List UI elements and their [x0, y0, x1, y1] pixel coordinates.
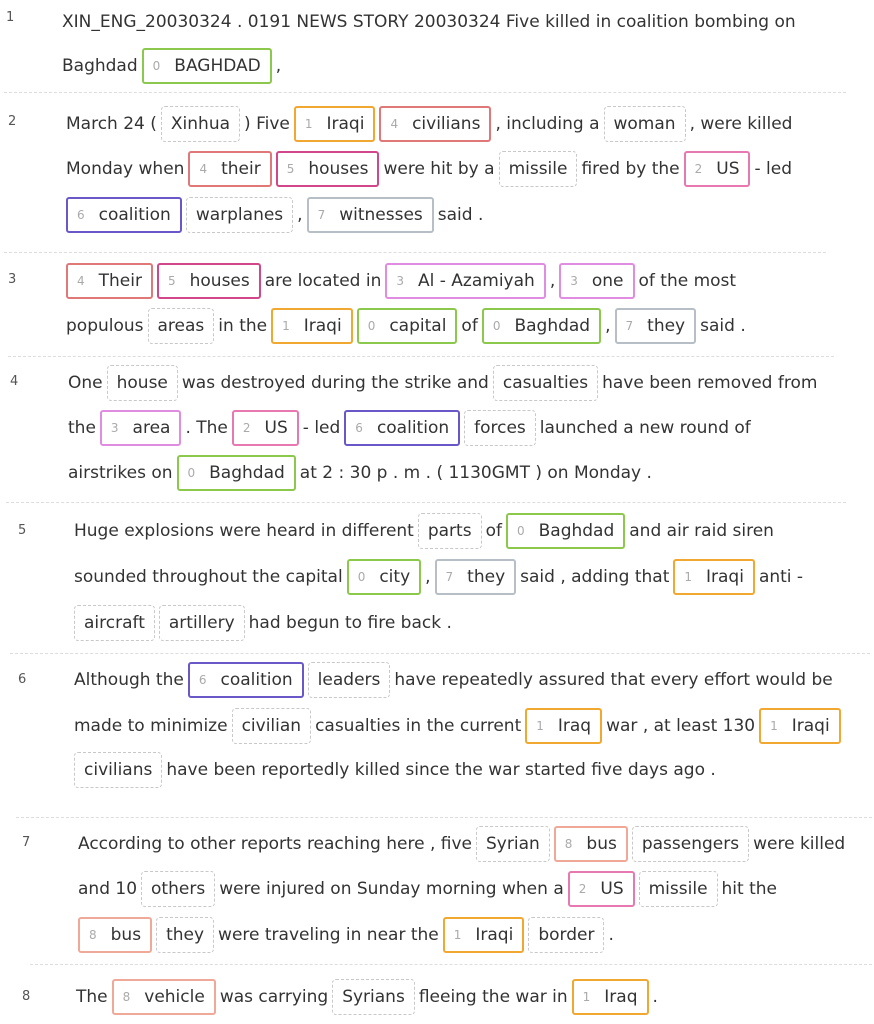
plain-text: , including a	[495, 114, 600, 134]
sentence-line	[78, 822, 849, 866]
cluster-index: 1	[684, 570, 692, 584]
plain-text: airstrikes on	[68, 463, 173, 483]
sentence-separator	[16, 817, 872, 818]
candidate-mention[interactable]: casualties	[493, 365, 598, 401]
sentence-line	[68, 451, 656, 495]
plain-text: .	[608, 925, 614, 945]
plain-text: was carrying	[219, 987, 329, 1007]
sentence-line	[74, 704, 845, 748]
sentence-number: 4	[10, 374, 19, 389]
mention-text: civilians	[412, 114, 481, 134]
cluster-index: 5	[167, 274, 176, 288]
plain-text: populous	[66, 316, 144, 336]
sentence-number: 1	[6, 10, 15, 25]
sentence-line	[66, 304, 750, 348]
sentence-line	[62, 44, 285, 88]
plain-text: of	[461, 316, 478, 336]
plain-text: XIN_ENG_20030324 . 0191 NEWS STORY 20030324 Five killed in coalition bombing on	[62, 12, 796, 32]
mention-text: Iraqi	[791, 716, 830, 736]
entity-mention[interactable]	[276, 151, 380, 187]
plain-text: launched a new round of	[539, 418, 751, 438]
plain-text: sounded throughout the capital	[74, 567, 343, 587]
sentence-line	[66, 193, 487, 237]
sentence-line	[74, 555, 807, 599]
plain-text: hit the	[721, 879, 777, 899]
cluster-index: 0	[152, 59, 161, 73]
mention-text: bus	[110, 925, 142, 945]
plain-text: Monday when	[66, 159, 185, 179]
plain-text: - led	[754, 159, 792, 179]
plain-text: and air raid siren	[629, 521, 774, 541]
entity-mention[interactable]	[482, 308, 601, 344]
entity-mention[interactable]	[347, 559, 421, 595]
candidate-mention[interactable]: warplanes	[186, 197, 293, 233]
plain-text: , were killed	[689, 114, 793, 134]
candidate-mention[interactable]: parts	[418, 513, 482, 549]
plain-text: have been removed from	[602, 373, 818, 393]
cluster-index: 1	[453, 928, 462, 942]
plain-text: According to other reports reaching here , five	[78, 834, 472, 854]
plain-text: ,	[605, 316, 611, 336]
sentence-number: 6	[18, 672, 27, 687]
cluster-index: 2	[578, 882, 587, 896]
plain-text: said .	[700, 316, 746, 336]
plain-text: was destroyed during the strike and	[181, 373, 489, 393]
entity-mention[interactable]	[271, 308, 353, 344]
cluster-index: 7	[445, 570, 454, 584]
sentence-separator	[4, 92, 846, 93]
sentence-line	[66, 147, 796, 191]
entity-mention[interactable]	[554, 826, 628, 862]
plain-text: One	[68, 373, 103, 393]
plain-text: March 24 (	[66, 114, 157, 134]
plain-text: the	[68, 418, 96, 438]
sentence-line	[74, 601, 456, 645]
sentence-number: 5	[18, 523, 27, 538]
entity-mention[interactable]	[232, 410, 299, 446]
cluster-index: 7	[317, 208, 326, 222]
mention-text: bus	[586, 834, 617, 854]
cluster-index: 4	[199, 162, 208, 176]
cluster-index: 8	[564, 837, 573, 851]
candidate-mention[interactable]: civilian	[232, 708, 312, 744]
plain-text: were injured on Sunday morning when a	[219, 879, 564, 899]
sentence-separator	[10, 653, 870, 654]
entity-mention[interactable]	[684, 151, 751, 187]
entity-mention[interactable]	[177, 455, 296, 491]
plain-text: were hit by a	[383, 159, 495, 179]
plain-text: .	[652, 987, 658, 1007]
mention-text: Iraqi	[326, 114, 365, 134]
entity-mention[interactable]	[568, 871, 635, 907]
candidate-mention[interactable]: missile	[639, 871, 718, 907]
entity-mention[interactable]	[112, 979, 216, 1015]
mention-text: Baghdad	[514, 316, 591, 336]
plain-text: Although the	[74, 670, 184, 690]
sentence-separator	[8, 356, 834, 357]
candidate-mention[interactable]: artillery	[159, 605, 245, 641]
entity-mention[interactable]	[357, 308, 458, 344]
entity-mention[interactable]	[759, 708, 841, 744]
plain-text: . The	[185, 418, 228, 438]
candidate-mention[interactable]: Syrian	[476, 826, 550, 862]
sentence-line	[62, 0, 800, 44]
sentence-line	[76, 975, 662, 1019]
cluster-index: 6	[198, 673, 207, 687]
sentence-line	[78, 867, 781, 911]
plain-text: ) Five	[244, 114, 290, 134]
mention-text: Iraqi	[706, 567, 744, 587]
cluster-index: 1	[282, 319, 290, 333]
mention-text: Iraqi	[303, 316, 342, 336]
plain-text: ,	[549, 271, 556, 291]
plain-text: at 2 : 30 p . m . ( 1130GMT ) on Monday .	[299, 463, 652, 483]
plain-text: and 10	[78, 879, 138, 899]
candidate-mention[interactable]: border	[528, 917, 604, 953]
candidate-mention[interactable]: civilians	[74, 752, 162, 788]
mention-text: Their	[98, 271, 142, 291]
entity-mention[interactable]	[525, 708, 602, 744]
sentence-line	[78, 913, 618, 957]
plain-text: war , at least 130	[606, 716, 756, 736]
mention-text: houses	[308, 159, 369, 179]
mention-text: coalition	[376, 418, 450, 438]
candidate-mention[interactable]: forces	[464, 410, 536, 446]
sentence-line	[74, 658, 837, 702]
sentence-line	[68, 361, 821, 405]
plain-text: in the	[218, 316, 268, 336]
entity-mention[interactable]	[188, 662, 304, 698]
cluster-index: 0	[492, 319, 501, 333]
mention-text: coalition	[98, 205, 171, 225]
cluster-index: 0	[367, 319, 376, 333]
entity-mention[interactable]	[66, 263, 153, 299]
entity-mention[interactable]	[385, 263, 545, 299]
mention-text: BAGHDAD	[174, 56, 261, 76]
mention-text: area	[132, 418, 171, 438]
sentence-line	[66, 102, 796, 146]
plain-text: anti -	[758, 567, 804, 587]
mention-text: houses	[189, 271, 250, 291]
mention-text: witnesses	[339, 205, 423, 225]
mention-text: Baghdad	[538, 521, 615, 541]
entity-mention[interactable]	[142, 48, 272, 84]
cluster-index: 0	[516, 524, 525, 538]
sentence-number: 3	[8, 272, 17, 287]
plain-text: are located in	[264, 271, 382, 291]
mention-text: coalition	[220, 670, 293, 690]
cluster-index: 1	[770, 719, 778, 733]
cluster-index: 0	[187, 466, 196, 480]
plain-text: Baghdad	[62, 56, 138, 76]
cluster-index: 8	[89, 928, 97, 942]
entity-mention[interactable]	[443, 917, 525, 953]
plain-text: said , adding that	[520, 567, 670, 587]
plain-text: The	[76, 987, 108, 1007]
candidate-mention[interactable]: woman	[604, 106, 686, 142]
sentence-separator	[30, 964, 872, 965]
entity-mention[interactable]	[66, 197, 182, 233]
mention-text: Iraqi	[475, 925, 514, 945]
cluster-index: 5	[286, 162, 295, 176]
mention-text: they	[467, 567, 506, 587]
candidate-mention[interactable]: aircraft	[74, 605, 155, 641]
mention-text: capital	[389, 316, 447, 336]
mention-text: one	[591, 271, 624, 291]
cluster-index: 4	[77, 274, 85, 288]
mention-text: US	[264, 418, 288, 438]
plain-text: were killed	[753, 834, 846, 854]
cluster-index: 2	[242, 421, 251, 435]
entity-mention[interactable]	[294, 106, 376, 142]
entity-mention[interactable]	[506, 513, 625, 549]
sentence-line	[74, 509, 778, 553]
plain-text: were traveling in near the	[218, 925, 439, 945]
cluster-index: 1	[582, 990, 591, 1004]
mention-text: they	[647, 316, 686, 336]
entity-mention[interactable]	[307, 197, 434, 233]
plain-text: had begun to fire back .	[248, 613, 452, 633]
mention-text: their	[221, 159, 261, 179]
entity-mention[interactable]	[572, 979, 649, 1015]
plain-text: ,	[275, 56, 282, 76]
entity-mention[interactable]	[673, 559, 755, 595]
plain-text: - led	[302, 418, 341, 438]
plain-text: of	[485, 521, 502, 541]
sentence-line	[66, 259, 740, 303]
mention-text: city	[379, 567, 411, 587]
plain-text: ,	[297, 205, 303, 225]
plain-text: of the most	[638, 271, 737, 291]
cluster-index: 0	[357, 570, 366, 584]
plain-text: ,	[425, 567, 431, 587]
plain-text: made to minimize	[74, 716, 228, 736]
entity-mention[interactable]	[188, 151, 271, 187]
plain-text: casualties in the current	[315, 716, 522, 736]
entity-mention[interactable]	[379, 106, 491, 142]
candidate-mention[interactable]: house	[107, 365, 178, 401]
entity-mention[interactable]	[435, 559, 517, 595]
cluster-index: 1	[304, 117, 313, 131]
mention-text: Baghdad	[209, 463, 285, 483]
entity-mention[interactable]	[100, 410, 182, 446]
cluster-index: 6	[355, 421, 363, 435]
cluster-index: 8	[122, 990, 131, 1004]
entity-mention[interactable]	[344, 410, 460, 446]
entity-mention[interactable]	[559, 263, 634, 299]
cluster-index: 3	[570, 274, 578, 288]
entity-mention[interactable]	[615, 308, 697, 344]
candidate-mention[interactable]: areas	[148, 308, 215, 344]
candidate-mention[interactable]: Xinhua	[161, 106, 240, 142]
mention-text: US	[600, 879, 624, 899]
mention-text: US	[716, 159, 740, 179]
plain-text: have been reportedly killed since the war started five days ago .	[166, 760, 716, 780]
candidate-mention[interactable]: they	[156, 917, 214, 953]
cluster-index: 7	[625, 319, 634, 333]
plain-text: have repeatedly assured that every effort would be	[394, 670, 833, 690]
candidate-mention[interactable]: others	[141, 871, 215, 907]
candidate-mention[interactable]: leaders	[308, 662, 391, 698]
sentence-line	[74, 748, 720, 792]
plain-text: fired by the	[581, 159, 680, 179]
mention-text: Iraq	[557, 716, 592, 736]
sentence-separator	[4, 252, 826, 253]
sentence-line	[68, 406, 755, 450]
plain-text: said .	[437, 205, 484, 225]
mention-text: Al - Azamiyah	[418, 271, 535, 291]
candidate-mention[interactable]: passengers	[632, 826, 749, 862]
plain-text: Huge explosions were heard in different	[74, 521, 414, 541]
plain-text: fleeing the war in	[418, 987, 568, 1007]
cluster-index: 6	[77, 208, 85, 222]
sentence-number: 7	[22, 835, 31, 850]
mention-text: Iraq	[604, 987, 638, 1007]
entity-mention[interactable]	[157, 263, 261, 299]
sentence-number: 8	[22, 989, 31, 1004]
entity-mention[interactable]	[78, 917, 152, 953]
cluster-index: 2	[694, 162, 703, 176]
sentence-number: 2	[8, 114, 17, 129]
cluster-index: 3	[110, 421, 119, 435]
cluster-index: 3	[396, 274, 404, 288]
candidate-mention[interactable]: missile	[499, 151, 578, 187]
mention-text: vehicle	[144, 987, 205, 1007]
sentence-separator	[6, 502, 846, 503]
cluster-index: 1	[536, 719, 544, 733]
candidate-mention[interactable]: Syrians	[332, 979, 415, 1015]
cluster-index: 4	[390, 117, 399, 131]
